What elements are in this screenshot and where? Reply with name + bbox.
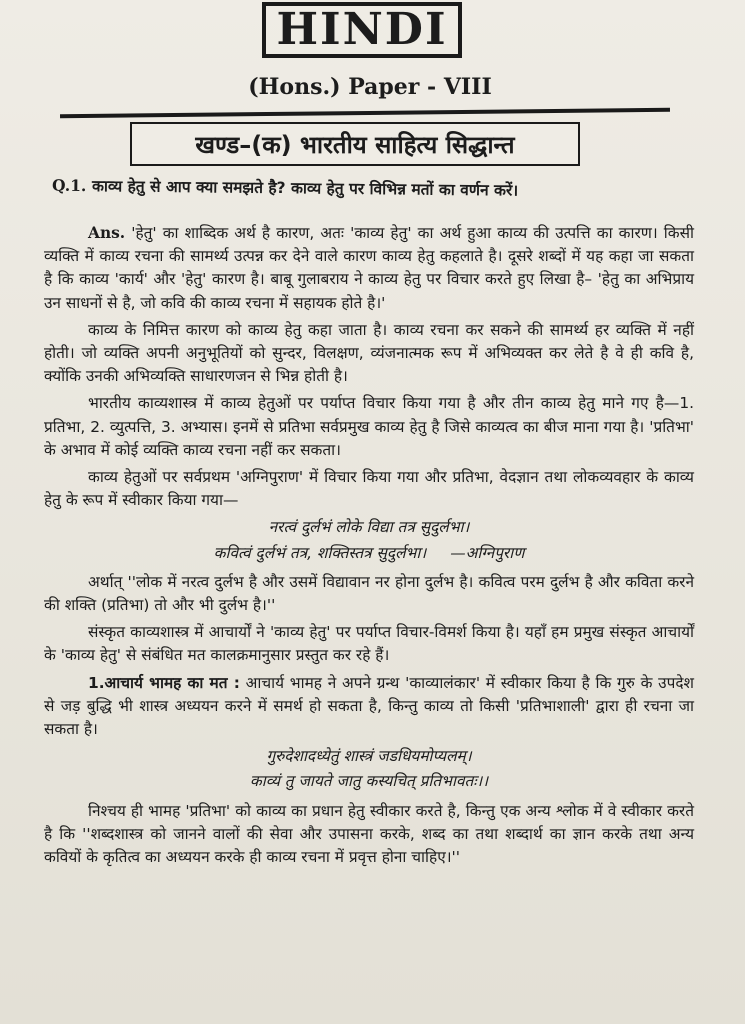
question-label: Q.1. [51, 175, 87, 196]
question [52, 175, 692, 204]
answer-paragraph-5: अर्थात् ''लोक में नरत्व दुर्लभ है और उसमें विद्यावान नर होना दुर्लभ है। कवित्व परम दुर्लभ है और कविता करने की शक्ति (प्रतिभा) तो और भी दुर्लभ है।'' [44, 572, 694, 615]
paper-subtitle: (Hons.) Paper - VIII [248, 74, 492, 100]
verse-bhamaha [44, 745, 694, 793]
verse-source: —अग्निपुराण [450, 543, 525, 562]
answer-paragraph-2: काव्य के निमित्त कारण को काव्य हेतु कहा जाता है। काव्य रचना कर सकने की सामर्थ्य हर व्यक्ति में नहीं होती। जो व्यक्ति अपनी अनुभूतियों को सुन्दर, विलक्षण, व्यंजनात्मक रूप में अभिव्यक्त कर लेते है वे ही कवि है, क्योंकि उनकी अभिव्यक्ति साधारणजन से भिन्न होती है। [44, 320, 694, 386]
answer-p1-text: 'हेतु' का शाब्दिक अर्थ है कारण, अतः 'काव्य हेतु' का अर्थ हुआ काव्य की उत्पत्ति का कारण। किसी व्यक्ति में काव्य रचना की सामर्थ्य उत्पन्न कर देने वाले कारण काव्य हेतु कहलाते है। दूसरे शब्दों में यह कहा जा सकता है कि काव्य 'कार्य' और 'हेतु' कारण है। बाबू गुलाबराय ने काव्य हेतु पर विचार करते हुए लिखा है– 'हेतु का अभिप्राय उन साधनों से है, जो कवि की काव्य रचना में सहायक होते है।' [44, 224, 694, 312]
question-text: काव्य हेतु से आप क्या समझते है? काव्य हेतु पर विभिन्न मतों का वर्णन करें। [91, 177, 519, 200]
section-heading-box [130, 122, 580, 166]
answer-paragraph-4: काव्य हेतुओं पर सर्वप्रथम 'अग्निपुराण' में विचार किया गया और प्रतिभा, वेदज्ञान तथा लोकव्यवहार के काव्य हेतु के रूप में स्वीकार किया गया— [44, 468, 694, 510]
header-rule [60, 108, 670, 118]
verse-line-text: कवित्वं दुर्लभं तत्र, शक्तिस्तत्र सुदुर्लभा। [213, 543, 427, 562]
page-title: HINDI [276, 4, 448, 55]
answer-paragraph-1 [44, 222, 694, 315]
section-heading: खण्ड–(क) भारतीय साहित्य सिद्धान्त [195, 130, 515, 159]
answer-paragraph-6: संस्कृत काव्यशास्त्र में आचार्यों ने 'काव्य हेतु' पर पर्याप्त विचार-विमर्श किया है। यहाँ हम प्रमुख संस्कृत आचार्यों के 'काव्य हेतु' से संबंधित मत कालक्रमानुसार प्रस्तुत कर रहे हैं। [44, 623, 694, 665]
verse-line: काव्यं तु जायते जातु कस्यचित् प्रतिभावतः।। [249, 772, 489, 791]
answer-body [44, 222, 694, 873]
bhamaha-heading: 1.आचार्य भामह का मत : [88, 673, 240, 692]
title-box [262, 2, 462, 58]
verse-line: गुरुदेशादध्येतुं शास्त्रं जडधियमोप्यलम्। [266, 747, 472, 766]
answer-paragraph-7 [44, 672, 694, 742]
answer-p7-text: आचार्य भामह ने अपने ग्रन्थ 'काव्यालंकार' में स्वीकार किया है कि गुरु के उपदेश से जड़ बुद्धि भी शास्त्र अध्ययन करने में समर्थ हो सकता है, किन्तु काव्य तो किसी 'प्रतिभाशाली' द्वारा ही रचना जा सकता है। [44, 673, 694, 739]
answer-paragraph-8: निश्चय ही भामह 'प्रतिभा' को काव्य का प्रधान हेतु स्वीकार करते है, किन्तु एक अन्य श्लोक में वे स्वीकार करते है कि ''शब्दशास्त्र को जानने वालों की सेवा और उपासना करके, शब्द का तथा शब्दार्थ का ज्ञान करके तथा अन्य कवियों के कृतित्व का अध्ययन करके ही काव्य रचना में प्रवृत्त होना चाहिए।'' [44, 801, 694, 867]
verse-line-with-source [44, 542, 694, 565]
answer-paragraph-3: भारतीय काव्यशास्त्र में काव्य हेतुओं पर पर्याप्त विचार किया गया है और तीन काव्य हेतु माने गए है—1. प्रतिभा, 2. व्युत्पत्ति, 3. अभ्यास। इनमें से प्रतिभा सर्वप्रमुख काव्य हेतु है जिसे काव्यत्व का बीज माना गया है। 'प्रतिभा' के अभाव में कोई व्यक्ति काव्य रचना नहीं कर सकता। [44, 394, 694, 459]
verse-agnipurana [44, 516, 694, 564]
verse-line: नरत्वं दुर्लभं लोके विद्या तत्र सुदुर्लभा। [268, 518, 470, 537]
answer-label: Ans. [88, 224, 126, 242]
